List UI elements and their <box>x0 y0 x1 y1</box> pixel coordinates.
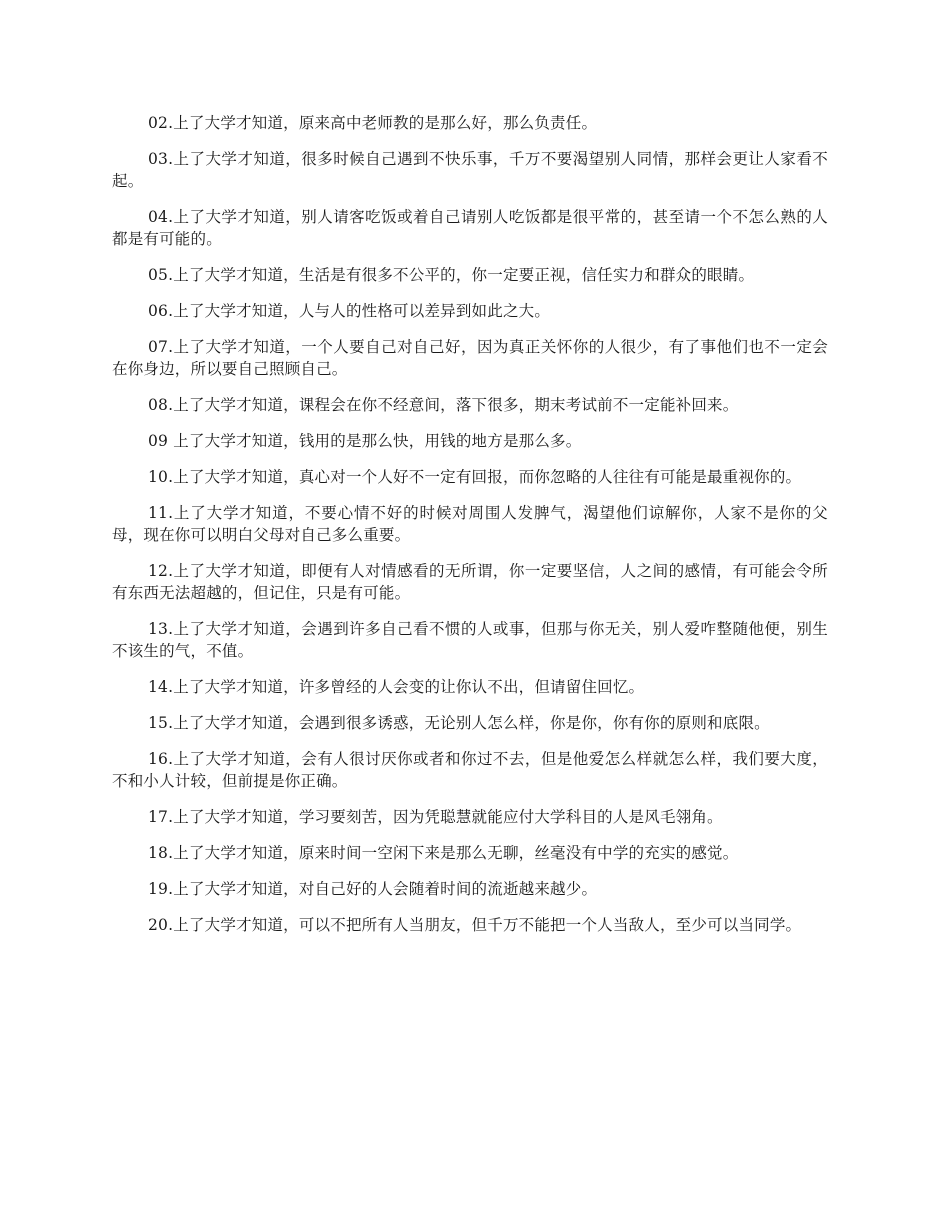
paragraph-16: 16.上了大学才知道，会有人很讨厌你或者和你过不去，但是他爱怎么样就怎么样，我们要大度，不和小人计较，但前提是你正确。 <box>112 750 828 790</box>
paragraph-07: 07.上了大学才知道，一个人要自己对自己好，因为真正关怀你的人很少，有了事他们也不一定会在你身边，所以要自己照顾自己。 <box>112 338 828 378</box>
paragraph-03: 03.上了大学才知道，很多时候自己遇到不快乐事，千万不要渴望别人同情，那样会更让人家看不起。 <box>112 150 828 190</box>
paragraph-13: 13.上了大学才知道，会遇到许多自己看不惯的人或事，但那与你无关，别人爱咋整随他便，别生不该生的气，不值。 <box>112 620 828 660</box>
paragraph-15: 15.上了大学才知道，会遇到很多诱惑，无论别人怎么样，你是你，你有你的原则和底限。 <box>148 714 770 732</box>
paragraph-10: 10.上了大学才知道，真心对一个人好不一定有回报，而你忽略的人往往有可能是最重视你的。 <box>148 468 802 486</box>
paragraph-02: 02.上了大学才知道，原来高中老师教的是那么好，那么负责任。 <box>148 114 598 132</box>
paragraph-04: 04.上了大学才知道，别人请客吃饭或着自己请别人吃饭都是很平常的，甚至请一个不怎么熟的人都是有可能的。 <box>112 208 828 248</box>
paragraph-19: 19.上了大学才知道，对自己好的人会随着时间的流逝越来越少。 <box>148 880 598 898</box>
paragraph-18: 18.上了大学才知道，原来时间一空闲下来是那么无聊，丝毫没有中学的充实的感觉。 <box>148 844 739 862</box>
paragraph-11: 11.上了大学才知道，不要心情不好的时候对周围人发脾气，渴望他们谅解你，人家不是你的父母，现在你可以明白父母对自己多么重要。 <box>112 504 828 544</box>
paragraph-06: 06.上了大学才知道，人与人的性格可以差异到如此之大。 <box>148 302 551 320</box>
paragraph-09: 09 上了大学才知道，钱用的是那么快，用钱的地方是那么多。 <box>148 432 582 450</box>
paragraph-14: 14.上了大学才知道，许多曾经的人会变的让你认不出，但请留住回忆。 <box>148 678 645 696</box>
paragraph-05: 05.上了大学才知道，生活是有很多不公平的，你一定要正视，信任实力和群众的眼睛。 <box>148 266 755 284</box>
paragraph-20: 20.上了大学才知道，可以不把所有人当朋友，但千万不能把一个人当敌人，至少可以当同学。 <box>148 916 802 934</box>
document-body <box>112 112 828 950</box>
paragraph-17: 17.上了大学才知道，学习要刻苦，因为凭聪慧就能应付大学科目的人是风毛翎角。 <box>148 808 723 826</box>
paragraph-12: 12.上了大学才知道，即便有人对情感看的无所谓，你一定要坚信，人之间的感情，有可能会令所有东西无法超越的，但记住，只是有可能。 <box>112 562 828 602</box>
paragraph-08: 08.上了大学才知道，课程会在你不经意间，落下很多，期末考试前不一定能补回来。 <box>148 396 739 414</box>
